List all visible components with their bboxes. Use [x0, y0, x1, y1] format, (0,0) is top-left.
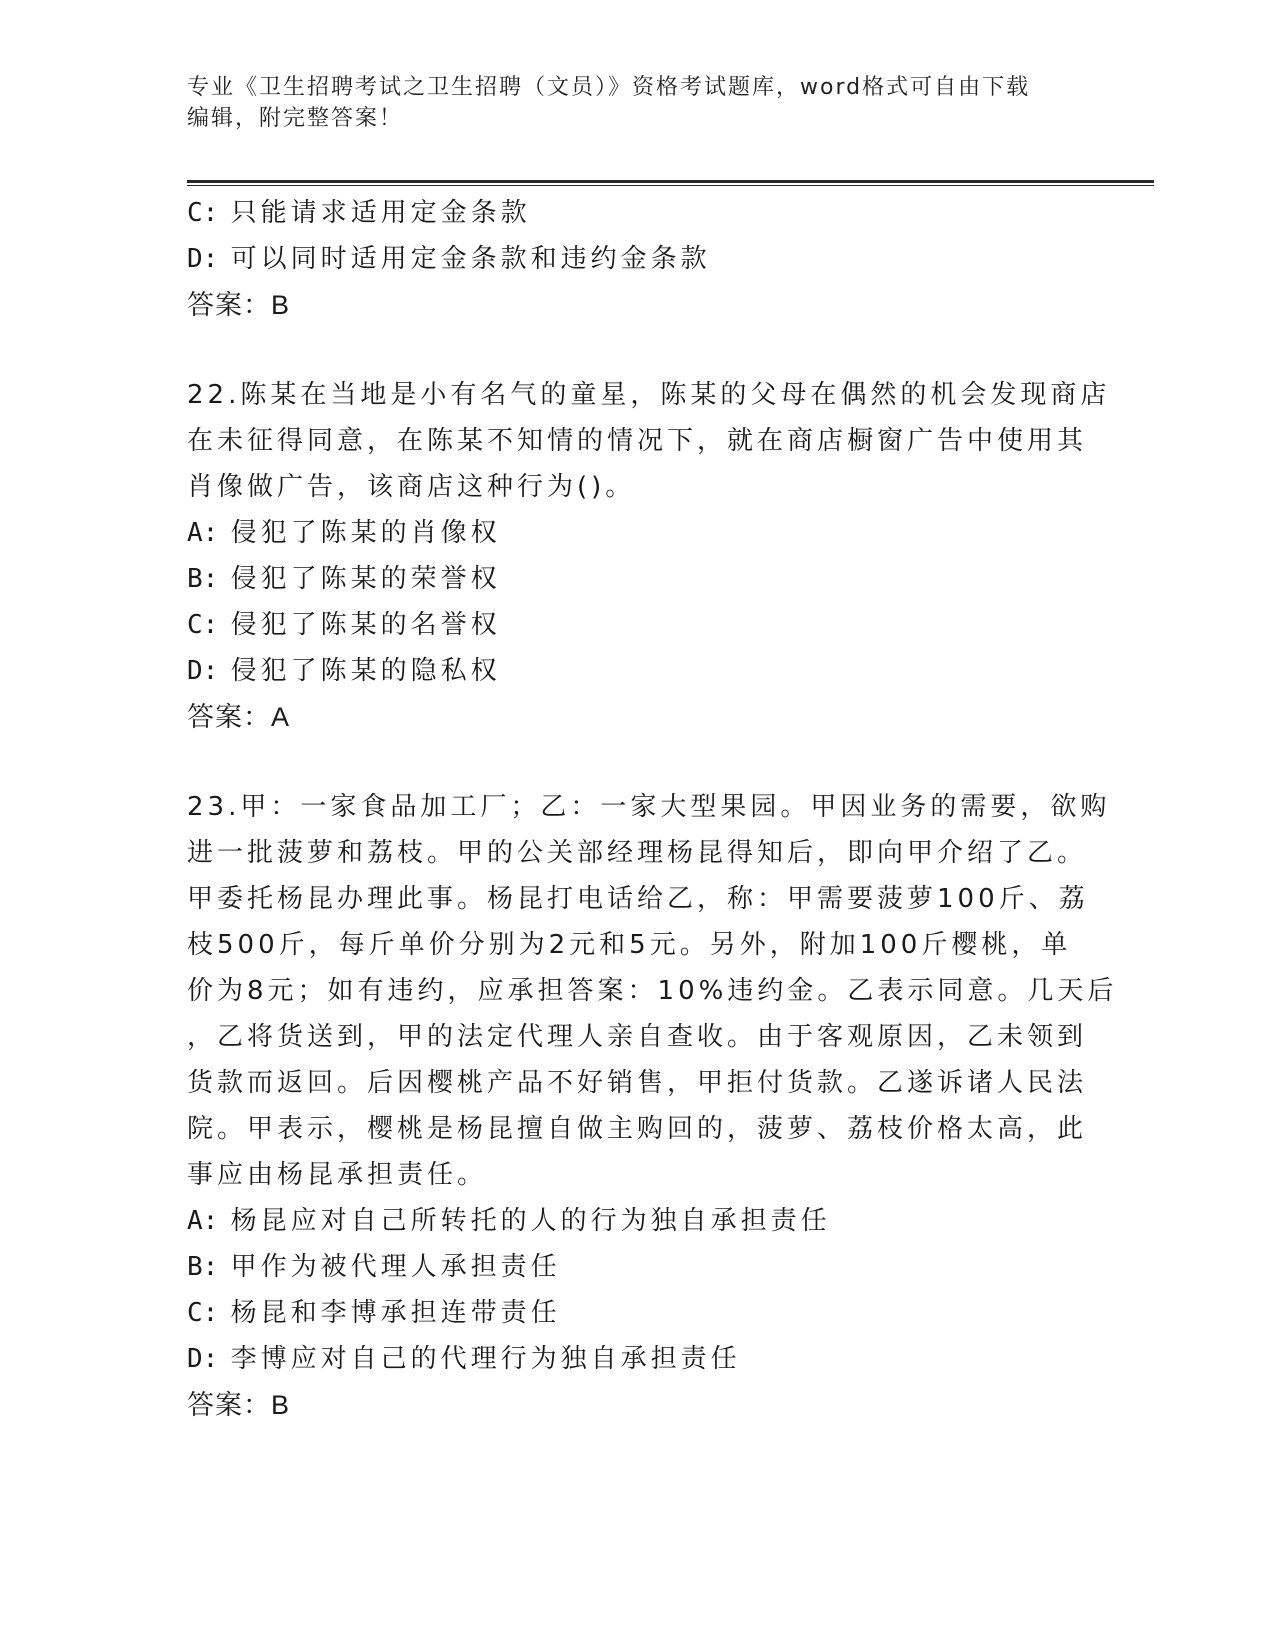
question-stem-line: ，乙将货送到，甲的法定代理人亲自查收。由于客观原因，乙未领到 — [187, 1022, 1088, 1052]
option-letter: D: — [187, 656, 219, 686]
answer-line: 答案：B — [187, 290, 291, 320]
option-letter: D: — [187, 244, 219, 274]
option-d — [187, 1336, 1087, 1382]
option-letter: D: — [187, 1344, 219, 1374]
question-stem-line: 价为8元；如有违约，应承担答案：10%违约金。乙表示同意。几天后 — [187, 976, 1118, 1006]
option-text: 侵犯了陈某的隐私权 — [230, 656, 501, 686]
question-stem-line: 甲委托杨昆办理此事。杨昆打电话给乙，称：甲需要菠萝100斤、荔 — [187, 884, 1089, 914]
spacer — [187, 740, 1087, 784]
option-letter: A: — [187, 518, 219, 548]
option-letter: B: — [187, 564, 219, 594]
option-letter: B: — [187, 1252, 219, 1282]
question-stem-line: 进一批菠萝和荔枝。甲的公关部经理杨昆得知后，即向甲介绍了乙。 — [187, 838, 1088, 868]
header-divider-thick — [187, 180, 1154, 183]
answer-line: 答案：B — [187, 1390, 291, 1420]
header-line-2: 编辑，附完整答案！ — [187, 106, 404, 131]
question-stem-line: 货款而返回。后因樱桃产品不好销售，甲拒付货款。乙遂诉诸人民法 — [187, 1068, 1088, 1098]
option-text: 侵犯了陈某的名誉权 — [230, 610, 501, 640]
option-letter: C: — [187, 610, 219, 640]
question-21-tail — [187, 190, 1087, 328]
question-23 — [187, 784, 1118, 1428]
question-stem-line: 23.甲：一家食品加工厂；乙：一家大型果园。甲因业务的需要，欲购 — [187, 792, 1111, 822]
question-stem-line: 事应由杨昆承担责任。 — [187, 1160, 488, 1190]
option-b — [187, 1244, 1087, 1290]
question-stem-line: 肖像做广告，该商店这种行为()。 — [187, 472, 636, 502]
document-header — [187, 72, 1087, 134]
option-text: 甲作为被代理人承担责任 — [230, 1252, 561, 1282]
answer-line: 答案：A — [187, 702, 291, 732]
question-stem-line: 枝500斤，每斤单价分别为2元和5元。另外，附加100斤樱桃，单 — [187, 930, 1072, 960]
question-22 — [187, 372, 1111, 740]
option-b — [187, 556, 1087, 602]
option-a — [187, 510, 1087, 556]
option-c — [187, 1290, 1087, 1336]
question-stem-line: 院。甲表示，樱桃是杨昆擅自做主购回的，菠萝、荔枝价格太高，此 — [187, 1114, 1088, 1144]
option-text: 侵犯了陈某的荣誉权 — [230, 564, 501, 594]
document-body — [187, 190, 1118, 1428]
option-d — [187, 648, 1087, 694]
option-c — [187, 602, 1087, 648]
option-a — [187, 1198, 1087, 1244]
option-letter: C: — [187, 1298, 219, 1328]
option-text: 杨昆和李博承担连带责任 — [230, 1298, 561, 1328]
option-text: 可以同时适用定金条款和违约金条款 — [230, 244, 711, 274]
option-text: 杨昆应对自己所转托的人的行为独自承担责任 — [230, 1206, 831, 1236]
option-c — [187, 190, 1087, 236]
question-stem-line: 在未征得同意，在陈某不知情的情况下，就在商店橱窗广告中使用其 — [187, 426, 1088, 456]
option-letter: A: — [187, 1206, 219, 1236]
option-text: 李博应对自己的代理行为独自承担责任 — [230, 1344, 741, 1374]
option-d — [187, 236, 1087, 282]
option-letter: C: — [187, 198, 219, 228]
option-text: 侵犯了陈某的肖像权 — [230, 518, 501, 548]
header-divider-thin — [187, 185, 1154, 186]
spacer — [187, 328, 1087, 372]
header-line-1: 专业《卫生招聘考试之卫生招聘（文员）》资格考试题库，word格式可自由下载 — [187, 75, 1031, 100]
option-text: 只能请求适用定金条款 — [230, 198, 531, 228]
question-stem-line: 22.陈某在当地是小有名气的童星，陈某的父母在偶然的机会发现商店 — [187, 380, 1111, 410]
